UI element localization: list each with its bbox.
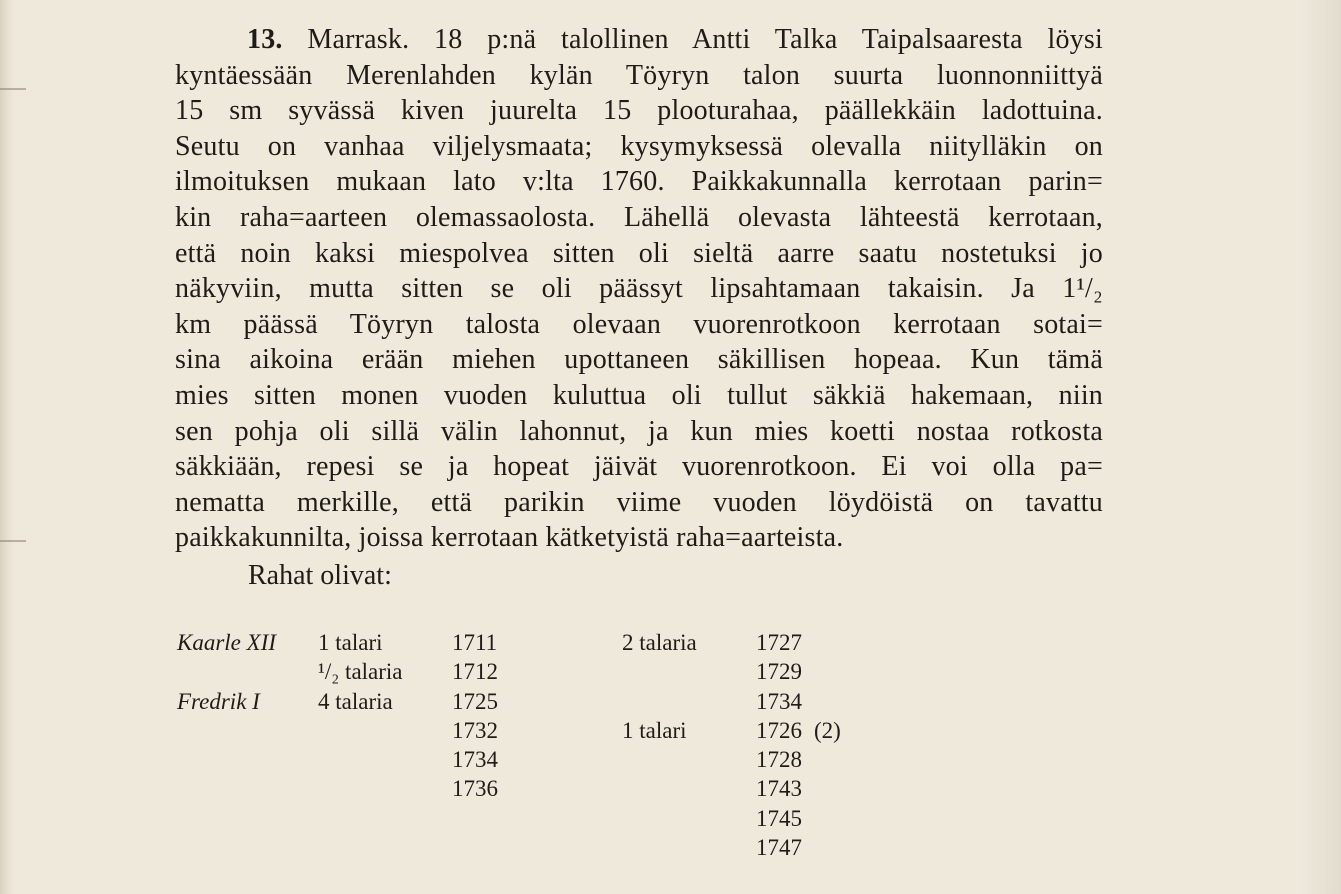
- paragraph-line: 13. Marrask. 18 p:nä talollinen Antti Talka Taipalsaaresta löysi: [247, 24, 1103, 55]
- paragraph-line: että noin kaksi miespolvea sitten oli sieltä aarre saatu nostetuksi jo: [175, 237, 1103, 269]
- page-edge-right: [1301, 0, 1341, 894]
- coin-year: 1711: [452, 630, 498, 655]
- coin-year: 1743: [756, 776, 802, 801]
- paragraph-line: ilmoituksen mukaan lato v:lta 1760. Paikkakunnalla kerrotaan parin=: [175, 166, 1103, 198]
- paragraph-line: paikkakunnilta, joissa kerrotaan kätketyistä raha=aarteista.: [175, 522, 844, 554]
- paragraph-line: näkyviin, mutta sitten se oli päässyt lipsahtamaan takaisin. Ja 1¹/₂: [175, 273, 1103, 305]
- page-edge-left: [0, 0, 14, 894]
- paragraph-line: mies sitten monen vuoden kuluttua oli tullut säkkiä hakemaan, niin: [175, 379, 1103, 411]
- margin-mark: [0, 88, 26, 90]
- coin-year: 1734: [756, 689, 802, 714]
- margin-mark: [0, 540, 26, 542]
- coin-year: 1729: [756, 659, 802, 684]
- coin-year: 1727: [756, 630, 802, 655]
- paragraph-13: [175, 22, 1103, 556]
- denomination: 1 talari: [622, 718, 687, 743]
- coin-year: 1712: [452, 659, 498, 684]
- paragraph-line: Seutu on vanhaa viljelysmaata; kysymyksessä olevalla niitylläkin on: [175, 130, 1103, 162]
- coin-year: 1745: [756, 806, 802, 831]
- ruler-name: Kaarle XII: [177, 630, 277, 655]
- paragraph-line: säkkiään, repesi se ja hopeat jäivät vuorenrotkoon. Ei voi olla pa=: [175, 451, 1103, 483]
- coin-year: 1747: [756, 835, 802, 860]
- paragraph-line: sina aikoina erään miehen upottaneen säkillisen hopeaa. Kun tämä: [175, 344, 1103, 376]
- denomination: 4 talaria: [318, 689, 393, 714]
- denomination: 1 talari: [318, 630, 383, 655]
- paragraph-line: sen pohja oli sillä välin lahonnut, ja kun mies koetti nostaa rotkosta: [175, 415, 1103, 447]
- coin-year: 1732: [452, 718, 498, 743]
- paragraph-number: 13.: [247, 24, 283, 55]
- paragraph-line: nematta merkille, että parikin viime vuoden löydöistä on tavattu: [175, 486, 1103, 518]
- coin-year: 1728: [756, 747, 802, 772]
- coin-list-intro: Rahat olivat:: [248, 560, 392, 591]
- coin-year: 1726: [756, 718, 802, 743]
- denomination: ¹/₂ talaria: [318, 659, 403, 684]
- paragraph-line: kyntäessään Merenlahden kylän Töyryn talon suurta luonnonniittyä: [175, 59, 1103, 91]
- coin-year: 1734: [452, 747, 498, 772]
- paragraph-line: kin raha=aarteen olemassaolosta. Lähellä olevasta lähteestä kerrotaan,: [175, 201, 1103, 233]
- denomination: 2 talaria: [622, 630, 697, 655]
- ruler-name: Fredrik I: [177, 689, 260, 714]
- paragraph-line: km päässä Töyryn talosta olevaan vuorenrotkoon kerrotaan sotai=: [175, 308, 1103, 340]
- coin-year: 1725: [452, 689, 498, 714]
- paragraph-line: 15 sm syvässä kiven juurelta 15 plooturahaa, päällekkäin ladottuina.: [175, 95, 1103, 127]
- coin-year: 1736: [452, 776, 498, 801]
- coin-count-note: (2): [814, 718, 841, 743]
